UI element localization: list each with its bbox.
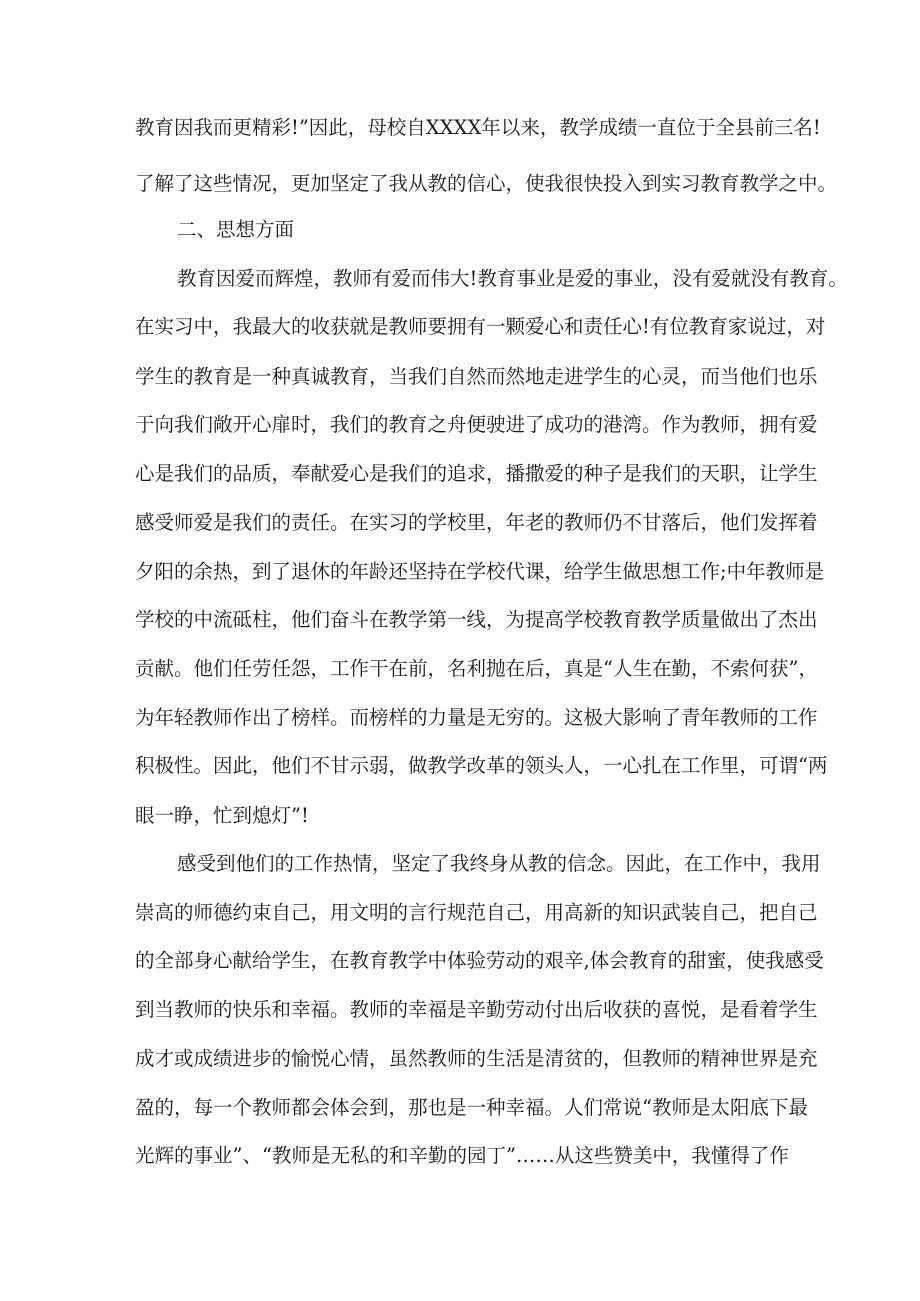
text-line bbox=[0, 801, 920, 831]
line-text: 教育因我而更精彩!”因此，母校自XXXX年以来，教学成绩一直位于全县前三名! bbox=[135, 116, 821, 139]
line-text: 成才或成绩进步的愉悦心情，虽然教师的生活是清贫的，但教师的精神世界是充 bbox=[135, 1047, 818, 1070]
text-line bbox=[0, 1141, 920, 1171]
text-line bbox=[0, 898, 920, 928]
text-line bbox=[0, 1044, 920, 1074]
line-text: 感受师爱是我们的责任。在实习的学校里，年老的教师仍不甘落后，他们发挥着 bbox=[135, 511, 818, 534]
line-text: 盈的，每一个教师都会体会到，那也是一种幸福。人们常说“教师是太阳底下最 bbox=[135, 1096, 808, 1119]
line-text: 到当教师的快乐和幸福。教师的幸福是辛勤劳动付出后收获的喜悦，是看着学生 bbox=[135, 998, 818, 1021]
line-text: 了解了这些情况，更加坚定了我从教的信心，使我很快投入到实习教育教学之中。 bbox=[135, 172, 838, 195]
line-text: 光辉的事业”、“教师是无私的和辛勤的园丁”……从这些赞美中，我懂得了作 bbox=[135, 1144, 789, 1167]
section-heading bbox=[0, 215, 920, 245]
text-line bbox=[0, 508, 920, 538]
text-line bbox=[0, 1093, 920, 1123]
text-line bbox=[0, 751, 920, 781]
section-heading-text: 二、思想方面 bbox=[177, 218, 295, 241]
line-text: 教育因爱而辉煌，教师有爱而伟大!教育事业是爱的事业，没有爱就没有教育。 bbox=[177, 267, 848, 290]
text-line bbox=[0, 264, 920, 294]
line-text: 的全部身心献给学生，在教育教学中体验劳动的艰辛,体会教育的甜蜜，使我感受 bbox=[135, 949, 824, 972]
line-text: 崇高的师德约束自己，用文明的言行规范自己，用高新的知识武装自己，把自己 bbox=[135, 901, 818, 924]
line-text: 为年轻教师作出了榜样。而榜样的力量是无穷的。这极大影响了青年教师的工作 bbox=[135, 706, 818, 729]
line-text: 学校的中流砥柱，他们奋斗在教学第一线，为提高学校教育教学质量做出了杰出 bbox=[135, 608, 818, 631]
text-line bbox=[0, 946, 920, 976]
text-line bbox=[0, 605, 920, 635]
text-line bbox=[0, 169, 920, 199]
line-text: 夕阳的余热，到了退休的年龄还坚持在学校代课，给学生做思想工作;中年教师是 bbox=[135, 560, 825, 583]
line-text: 学生的教育是一种真诚教育，当我们自然而然地走进学生的心灵，而当他们也乐 bbox=[135, 365, 818, 388]
text-line bbox=[0, 703, 920, 733]
line-text: 眼一睁，忙到熄灯”! bbox=[135, 804, 309, 827]
line-text: 在实习中，我最大的收获就是教师要拥有一颗爱心和责任心!有位教育家说过，对 bbox=[135, 315, 826, 338]
text-line bbox=[0, 459, 920, 489]
text-line bbox=[0, 995, 920, 1025]
text-line bbox=[0, 557, 920, 587]
text-line bbox=[0, 312, 920, 342]
line-text: 积极性。因此，他们不甘示弱，做教学改革的领头人，一心扎在工作里，可谓“两 bbox=[135, 754, 828, 777]
line-text: 心是我们的品质，奉献爱心是我们的追求，播撒爱的种子是我们的天职，让学生 bbox=[135, 462, 818, 485]
line-text: 于向我们敞开心扉时，我们的教育之舟便驶进了成功的港湾。作为教师，拥有爱 bbox=[135, 413, 818, 436]
text-line bbox=[0, 849, 920, 879]
text-line bbox=[0, 410, 920, 440]
text-line bbox=[0, 113, 920, 143]
line-text: 贡献。他们任劳任怨，工作干在前，名利抛在后，真是“人生在勤，不索何获”， bbox=[135, 657, 818, 680]
text-line bbox=[0, 654, 920, 684]
line-text: 感受到他们的工作热情，坚定了我终身从教的信念。因此，在工作中，我用 bbox=[177, 852, 821, 875]
text-line bbox=[0, 362, 920, 392]
